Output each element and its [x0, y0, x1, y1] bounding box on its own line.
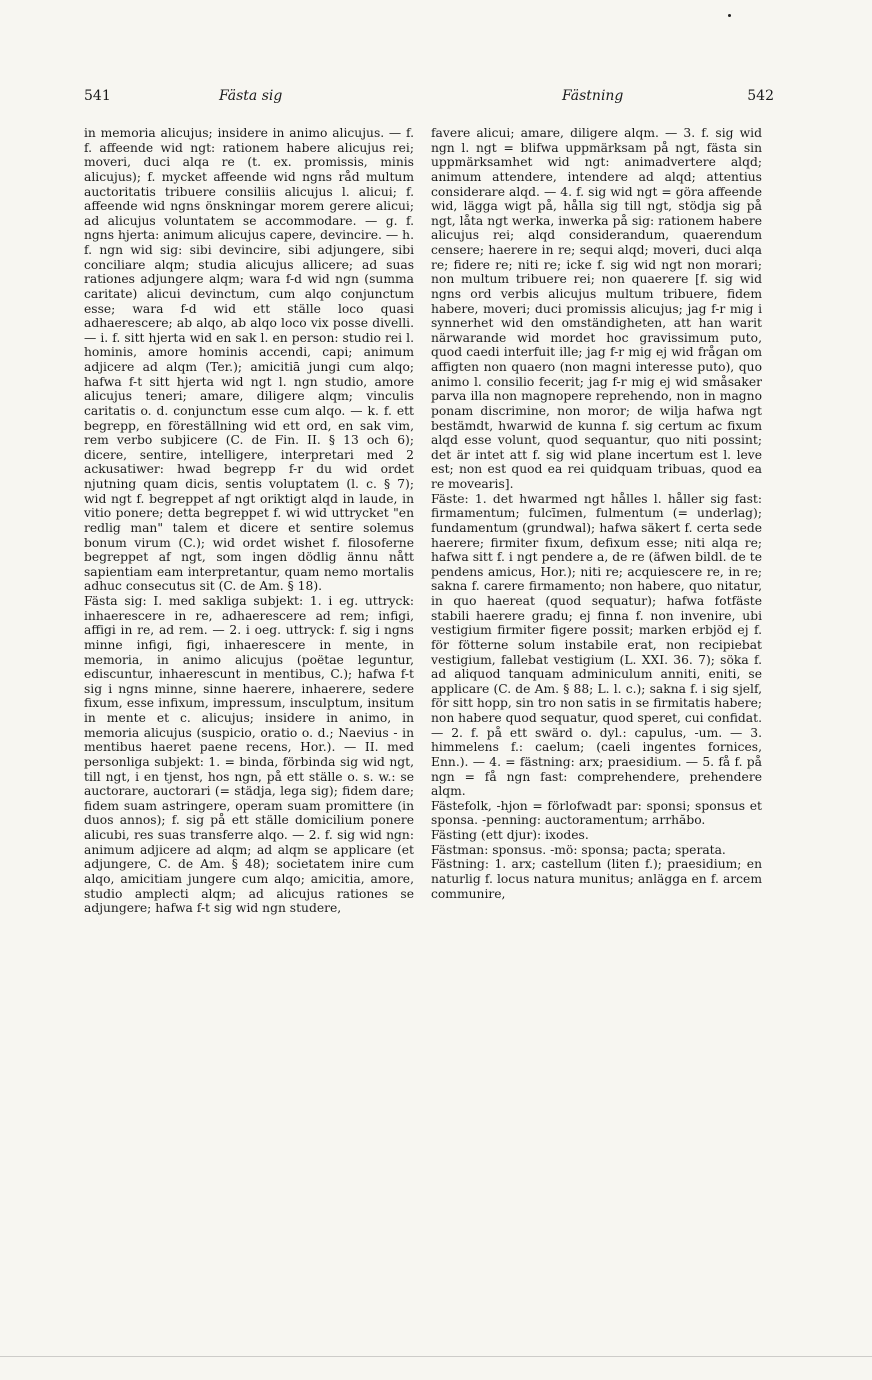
running-headword-right: Fästning	[562, 88, 624, 104]
entry-fastman: Fästman: sponsus. -mö: sponsa; pacta; sperata.	[431, 842, 726, 857]
running-header	[84, 88, 774, 112]
entry-fasta-sig: Fästa sig: I. med sakliga subjekt: 1. i eg. uttryck: inhaerescere in re, adhaerescere ad rem; infigi, affigi in re, ad rem. — 2. i oeg. uttryck: f. sig i ngns minne infigi, figi, inhaerescere in mente, in memoria, in animo alicujus (poëtae leguntur, ediscuntur, inhaerescunt in mentibus, C.); hafwa f-t sig i ngns minne, sinne haerere, inhaerere, sedere fixum, esse infixum, impressum, insculptum, insitum in mente et c. alicujus; insidere in animo, in memoria alicujus (suspicio, oratio o. d.; Naevius - in mentibus haeret paene recens, Hor.). — II. med personliga subjekt: 1. = binda, förbinda sig wid ngt, till ngt, i en tjenst, hos ngn, på ett ställe o. s. w.: se auctorare, auctorari (= städja, lega sig); fidem dare; fidem suam astringere, operam suam promittere (in duos annos); f. sig på ett ställe domicilium ponere alicubi, res suas transferre alqo. — 2. f. sig wid ngn: animum adjicere ad alqm; ad alqm se applicare (et adjungere, C. de Am. § 48); societatem inire cum alqo, amicitiam jungere cum alqo; amicitia, amore, studio amplecti alqm; ad alicujus rationes se adjungere; hafwa f-t sig wid ngn studere,	[84, 594, 414, 916]
page-number-right: 542	[747, 88, 774, 104]
entry-faste: Fäste: 1. det hwarmed ngt hålles l. håller sig fast: firmamentum; fulcīmen, fulmentum (= underlag); fundamentum (grundwal); hafwa säkert f. certa sede haerere; firmiter fixum, defixum esse; niti alqa re; hafwa sitt f. i ngt pendere a, de re (äfwen bildl. de te pendens amicus, Hor.); niti re; acquiescere re, in re; sakna f. carere firmamento; non habere, quo nitatur, in quo haereat (quod sequatur); hafwa fotfäste stabili haerere gradu; ej finna f. non invenire, ubi vestigium firmiter figere possit; marken erbjöd ej f. för fötterne solum instabile erat, non recipiebat vestigium, fallebat vestigium (L. XXI. 36. 7); söka f. ad aliquod tanquam adminiculum anniti, eniti, se applicare (C. de Am. § 88; L. l. c.); sakna f. i sig sjelf, för sitt hopp, sin tro non satis in se firmitatis habere; non habere quod sequatur, quod speret, cui confidat. — 2. f. på ett swärd o. dyl.: capulus, -um. — 3. himmelens f.: caelum; (caeli ingentes fornices, Enn.). — 4. = fästning: arx; praesidium. — 5. få f. på ngn = få ngn fast: comprehendere, prehendere alqm.	[431, 491, 762, 799]
left-column	[84, 126, 414, 916]
page-number-left: 541	[84, 88, 111, 104]
running-headword-left: Fästa sig	[219, 88, 283, 104]
entry-fastning: Fästning: 1. arx; castellum (liten f.); praesidium; en naturlig f. locus natura munitus; anlägga en f. arcem communire,	[431, 857, 762, 901]
entry-fastefolk: Fästefolk, -hjon = förlofwadt par: sponsi; sponsus et sponsa. -penning: auctoramentum; arrhăbo.	[431, 798, 762, 828]
entry-text: in memoria alicujus; insidere in animo alicujus. — f. f. affeende wid ngt: rationem habere alicujus rei; moveri, duci alqa re (t. ex. promissis, minis alicujus); f. mycket affeende wid ngns råd multum auctoritatis tribuere consiliis alicujus l. alicui; f. affeende wid ngns önskningar morem gerere alicui; ad alicujus voluntatem se accommodare. — g. f. ngns hjerta: animum alicujus capere, devincire. — h. f. ngn wid sig: sibi devincire, sibi adjungere, sibi conciliare alqm; studia alicujus allicere; ad suas rationes adjungere alqm; wara f-d wid ngn (summa caritate) alicui devinctum, cum alqo conjunctum esse; wara f-d wid ett ställe loco quasi adhaerescere; ab alqo, ab alqo loco vix posse divelli. — i. f. sitt hjerta wid en sak l. en person: studio rei l. hominis, amore hominis accendi, capi; animum adjicere ad alqm (Ter.); amicitiā jungi cum alqo; hafwa f-t sitt hjerta wid ngt l. ngn studio, amore alicujus teneri; amare, diligere alqm; vinculis caritatis o. d. conjunctum esse cum alqo. — k. f. ett begrepp, en föreställning wid ett ord, en sak vim, rem verbo subjicere (C. de Fin. II. § 13 och 6); dicere, sentire, intelligere, interpretari med 2 ackusatiwer: hwad begrepp f-r du wid ordet njutning quam dicis, sentis voluptatem (l. c. § 7); wid ngt f. begreppet af ngt oriktigt alqd in laude, in vitio ponere; detta begreppet f. wi wid uttrycket "en redlig man" talem et dicere et sentire solemus bonum virum (C.); wid ordet wishet f. filosoferne begreppet af ngt, som ingen dödlig ännu nått sapientiam eam interpretantur, quam nemo mortalis adhuc consecutus sit (C. de Am. § 18).	[84, 126, 414, 594]
entry-text: favere alicui; amare, diligere alqm. — 3. f. sig wid ngn l. ngt = blifwa uppmärksam på ngt, fästa sin uppmärksamhet wid ngt: animadvertere alqd; animum attendere, intendere ad alqd; attentius considerare alqd. — 4. f. sig wid ngt = göra affeende wid, lägga wigt på, hålla sig till ngt, stödja sig på ngt, låta ngt werka, inwerka på sig: rationem habere alicujus rei; alqd considerandum, quaerendum censere; haerere in re; sequi alqd; moveri, duci alqa re; fidere re; niti re; icke f. sig wid ngt non morari; non multum tribuere rei; non quaerere [f. sig wid ngns ord verbis alicujus multum tribuere, fidem habere, moveri; duci promissis alicujus; jag f-r mig i synnerhet wid den omständigheten, att han warit närwarande wid mordet hoc gravissimum puto, quod caedi interfuit ille; jag f-r mig ej wid frågan om affigten non quaero (non magni interesse puto), quo animo l. consilio fecerit; jag f-r mig ej wid småsaker parva illa non magnopere reprehendo, non in magno ponam discrimine, non moror; de wilja hafwa ngt bestämdt, hwarwid de kunna f. sig certum ac fixum alqd esse volunt, quod sequantur, quo niti possint; det är intet att f. sig wid plane incertum est l. leve est; non est quod ea rei quidquam tribuas, quod ea re movearis].	[431, 126, 762, 491]
scan-edge-line	[0, 1356, 872, 1357]
scan-speck	[728, 14, 731, 17]
entry-fasting: Fästing (ett djur): ixodes.	[431, 828, 589, 842]
right-column	[431, 126, 762, 901]
